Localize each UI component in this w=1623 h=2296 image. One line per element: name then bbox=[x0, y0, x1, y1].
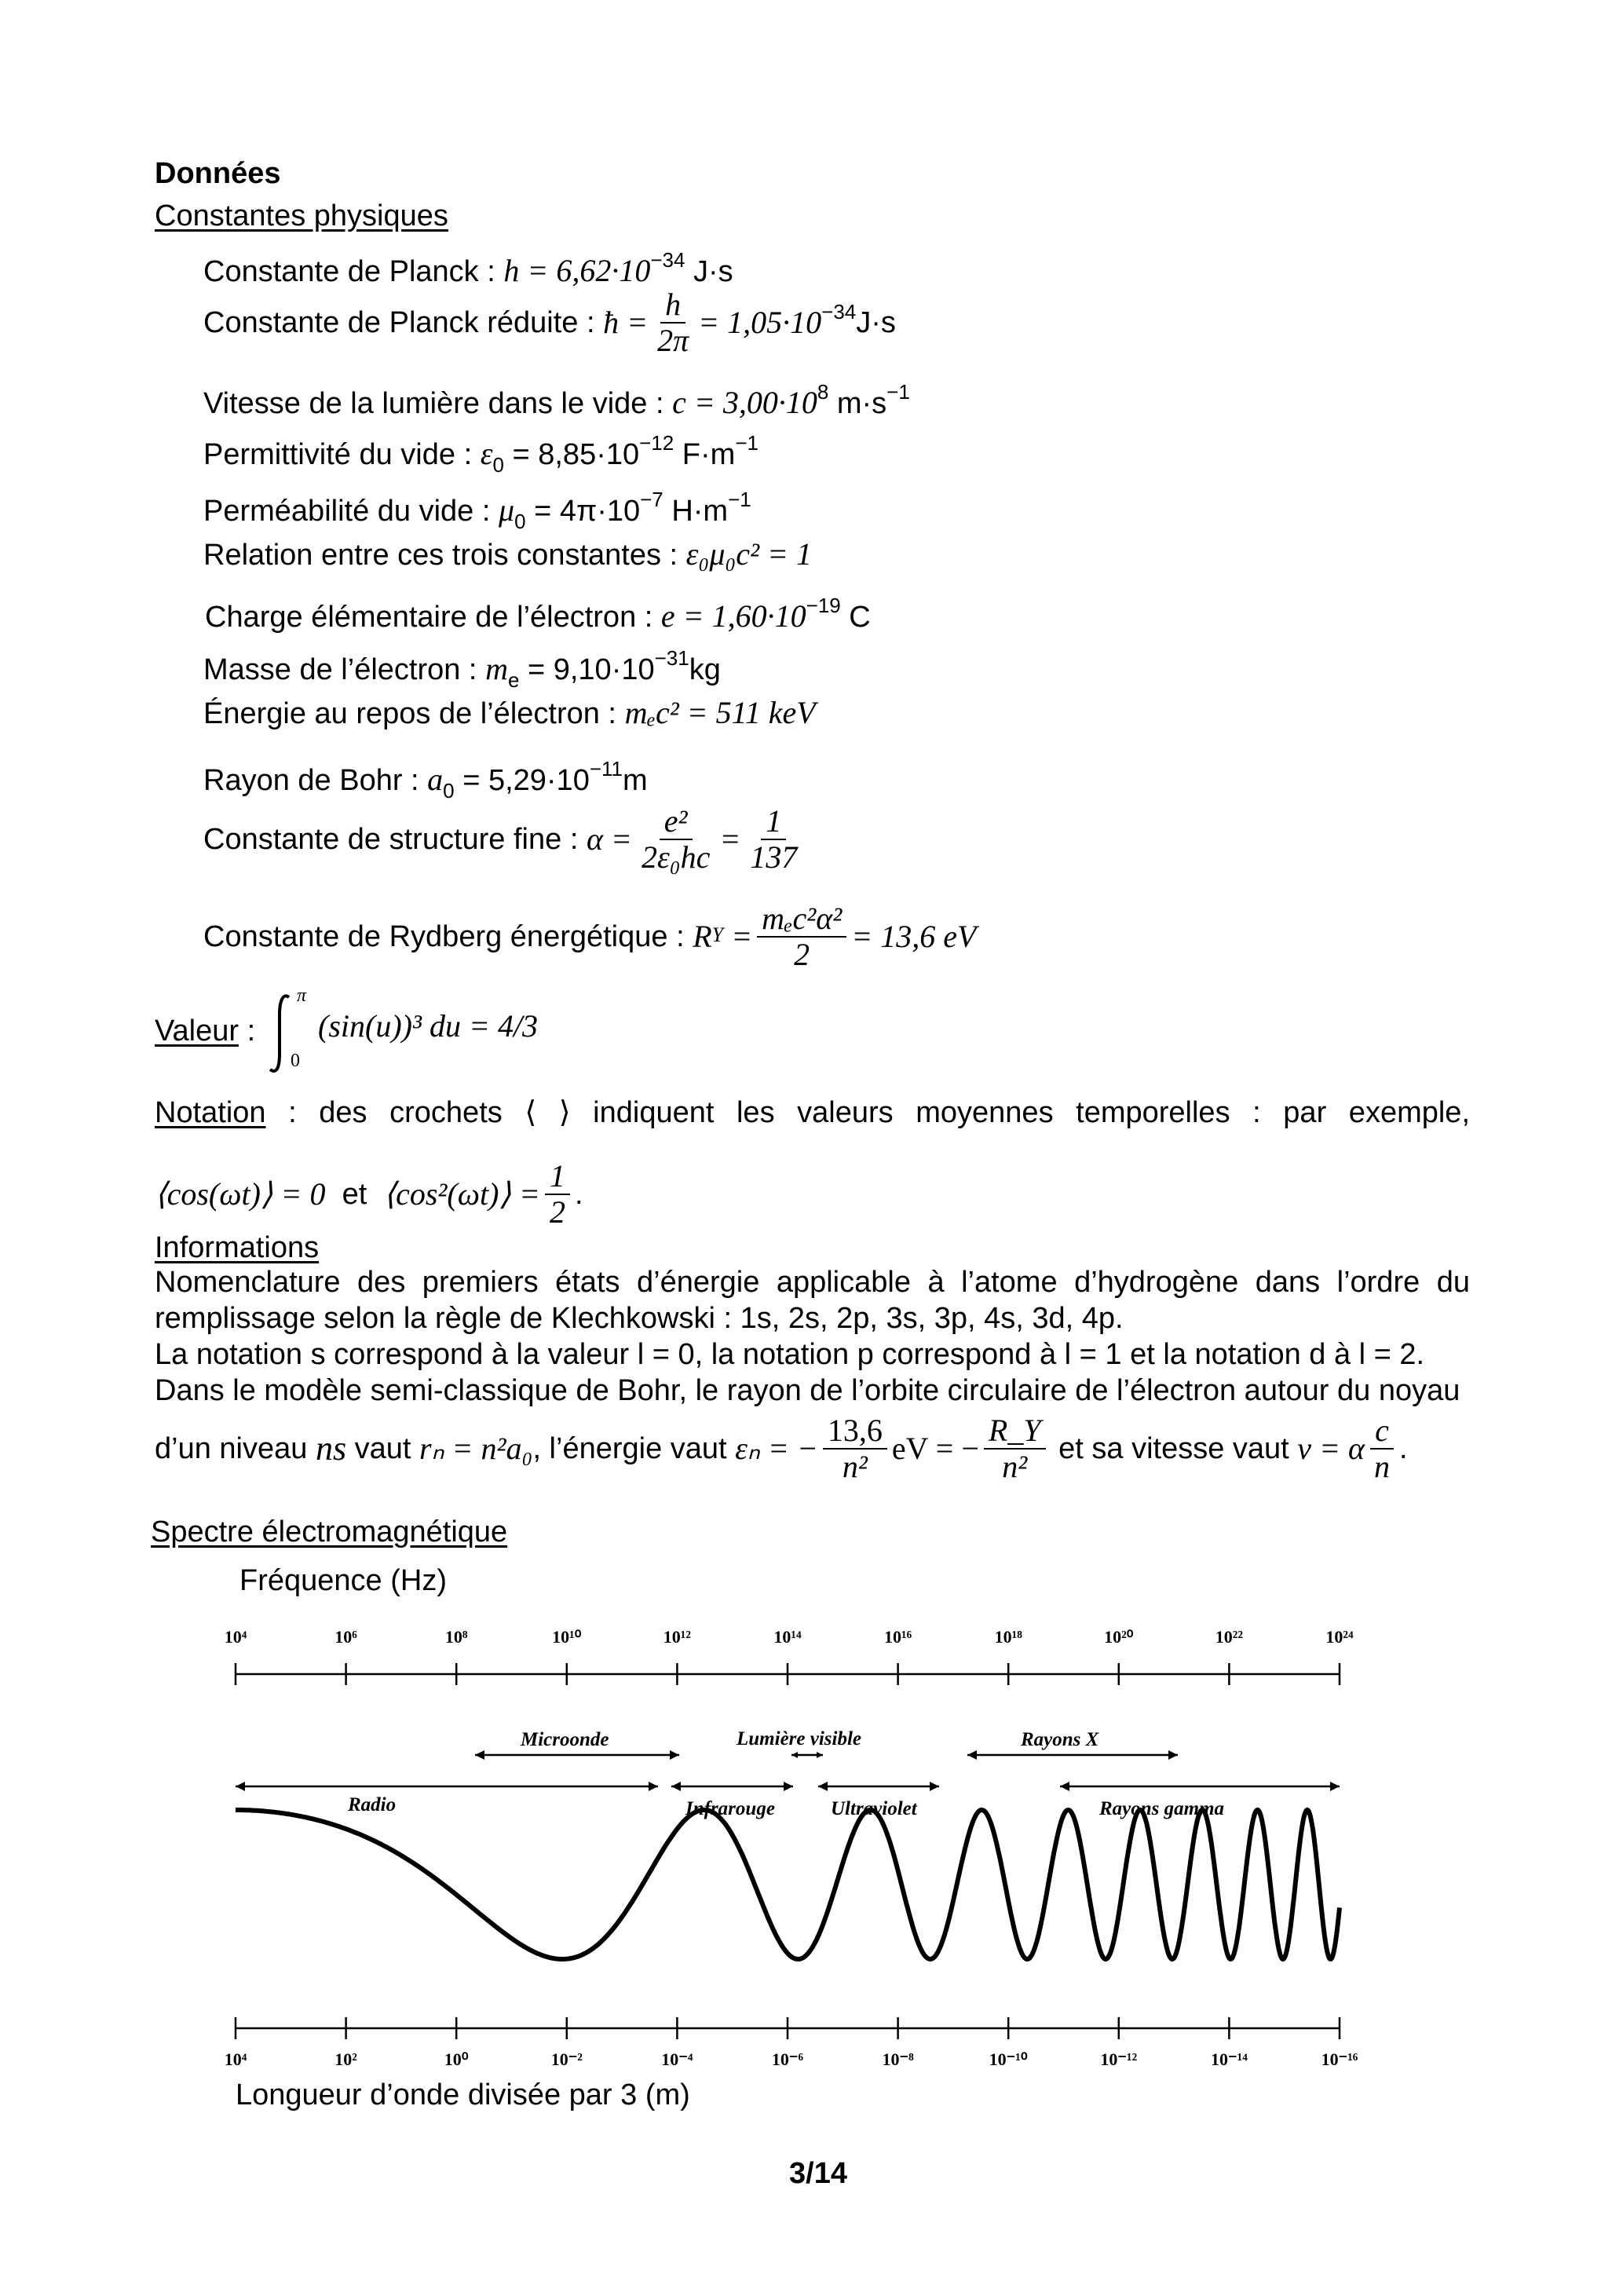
frequency-tick-label: 10²⁰ bbox=[1104, 1627, 1134, 1647]
notation-example: ⟨cos(ωt)⟩ = 0 et ⟨cos²(ωt)⟩ = $\frac{1}{2}$ . bbox=[155, 1158, 583, 1230]
constant-fine-structure: Constante de structure fine : α = $\frac{\text{e²}}{\text{2ε₀hc}}$ = $\frac{1}{137}$ bbox=[203, 803, 798, 875]
integral-lower-bound: 0 bbox=[291, 1051, 300, 1071]
constant-permittivity: Permittivité du vide : $\varepsilon_0 = 8,85\cdot 10^{-12}$ $F\cdot m^{-1}$ bbox=[203, 431, 758, 477]
wavelength-tick-label: 10⁴ bbox=[224, 2049, 247, 2069]
constant-charge: Charge élémentaire de l’électron : $e = 1,60\cdot 10^{-19}$ C bbox=[205, 594, 871, 634]
wavelength-tick-label: 10⁻¹⁰ bbox=[989, 2049, 1028, 2069]
constants-title: Constantes physiques bbox=[155, 199, 448, 232]
band-infrared: Infrarouge bbox=[685, 1798, 775, 1819]
frequency-tick-label: 10⁶ bbox=[334, 1627, 357, 1647]
wavelength-tick-label: 10⁻⁸ bbox=[882, 2049, 914, 2069]
informations-p1: Nomenclature des premiers états d’énergie applicable à l’atome d’hydrogène dans l’ordre du remplissage selon la règle de Klechkowski : 1s, 2s, 2p, 3s, 3p, 4s, 3d, 4p. bbox=[155, 1266, 1470, 1335]
constant-planck: Constante de Planck : $h = 6,62\cdot 10^{-34}$ J·s bbox=[203, 248, 733, 288]
spectrum-diagram bbox=[220, 1610, 1366, 2069]
constant-rest-energy: Énergie au repos de l’électron : mₑc² = 511 keV bbox=[203, 695, 816, 730]
constant-light-speed: Vitesse de la lumière dans le vide : $c = 3,00\cdot 10^8$ $m\cdot s^{-1}$ bbox=[203, 380, 910, 420]
band-ultraviolet: Ultraviolet bbox=[831, 1798, 917, 1819]
wave-curve bbox=[236, 1810, 1340, 1959]
wavelength-tick-label: 10⁰ bbox=[444, 2049, 469, 2069]
constant-rydberg: Constante de Rydberg énergétique : R Y = $\frac{\text{mₑc²α²}}{2}$ = 13,6 eV bbox=[203, 901, 977, 972]
wavelength-tick-label: 10⁻⁴ bbox=[661, 2049, 693, 2069]
wavelength-tick-label: 10⁻² bbox=[550, 2049, 583, 2069]
frequency-tick-label: 10¹² bbox=[663, 1627, 692, 1647]
wavelength-tick-label: 10⁻¹² bbox=[1100, 2049, 1138, 2069]
informations-title: Informations bbox=[155, 1231, 320, 1264]
integral-expression: (sin(u))³ du = 4/3 bbox=[318, 1008, 539, 1044]
constant-electron-mass: Masse de l’électron : $m_e = 9,10\cdot 10^{-31}kg$ bbox=[203, 646, 721, 692]
integral-upper-bound: π bbox=[297, 985, 307, 1006]
wavelength-tick-label: 10⁻¹⁶ bbox=[1321, 2049, 1358, 2069]
wavelength-tick-label: 10⁻⁶ bbox=[771, 2049, 804, 2069]
constant-relation: Relation entre ces trois constantes : ε₀μ₀c² = 1 bbox=[203, 536, 813, 572]
notation-line: Notation : des crochets ⟨ ⟩ indiquent les valeurs moyennes temporelles : par exemple, bbox=[155, 1096, 1470, 1129]
frequency-tick-label: 10¹⁴ bbox=[773, 1627, 802, 1647]
frequency-tick-label: 10⁴ bbox=[224, 1627, 247, 1647]
heading: Données bbox=[155, 157, 281, 190]
informations-p4: d’un niveau ns vaut rₙ = n²a₀ , l’énergie vaut εₙ = − $\frac{13,6}{\text{n²}}$ eV = − $\frac{R\_Y}{\text{n²}}$ et sa vitesse vaut v = α $\frac{c}{n}$ . bbox=[155, 1413, 1408, 1484]
spectrum-title: Spectre électromagnétique bbox=[151, 1515, 508, 1548]
band-xray: Rayons X bbox=[1021, 1729, 1099, 1750]
frequency-tick-label: 10²² bbox=[1215, 1627, 1244, 1647]
frequency-axis-label: Fréquence (Hz) bbox=[239, 1564, 447, 1597]
value-label: Valeur : bbox=[155, 1015, 256, 1047]
frequency-tick-label: 10²⁴ bbox=[1325, 1627, 1354, 1647]
informations-p2: La notation s correspond à la valeur l = 0, la notation p correspond à l = 1 et la notation d à l = 2. bbox=[155, 1338, 1425, 1371]
informations-p3: Dans le modèle semi-classique de Bohr, le rayon de l’orbite circulaire de l’électron autour du noyau bbox=[155, 1374, 1460, 1407]
band-visible: Lumière visible bbox=[737, 1728, 861, 1749]
frequency-tick-label: 10¹⁸ bbox=[994, 1627, 1022, 1647]
band-radio: Radio bbox=[348, 1794, 397, 1815]
wavelength-tick-label: 10⁻¹⁴ bbox=[1210, 2049, 1248, 2069]
frequency-tick-label: 10⁸ bbox=[444, 1627, 468, 1647]
constant-bohr-radius: Rayon de Bohr : $a_0 = 5,29\cdot 10^{-11}m$ bbox=[203, 757, 648, 803]
band-gamma: Rayons gamma bbox=[1099, 1798, 1225, 1819]
frequency-tick-label: 10¹⁶ bbox=[883, 1627, 912, 1647]
constant-planck-reduced: Constante de Planck réduite : ħ = $\frac{h}{2\pi}$ = 1,05·10 $^{-34}$ J·s bbox=[203, 287, 896, 358]
wavelength-axis-label: Longueur d’onde divisée par 3 (m) bbox=[236, 2078, 690, 2111]
page-number: 3/14 bbox=[789, 2157, 847, 2190]
frequency-tick-label: 10¹⁰ bbox=[552, 1627, 582, 1647]
constant-permeability: Perméabilité du vide : $\mu_0 = 4\pi\cdot 10^{-7}$ $H\cdot m^{-1}$ bbox=[203, 488, 751, 533]
wavelength-tick-label: 10² bbox=[334, 2049, 357, 2069]
band-microwave: Microonde bbox=[521, 1729, 609, 1750]
